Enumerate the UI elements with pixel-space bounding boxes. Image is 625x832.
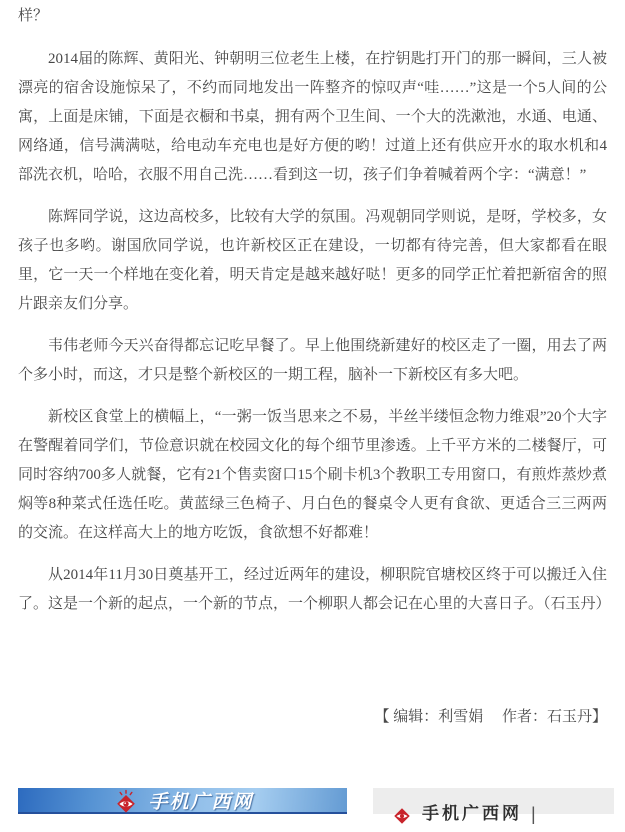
article-paragraph: 韦伟老师今天兴奋得都忘记吃早餐了。早上他围绕新建好的校区走了一圈，用去了两个多小时，而这，才只是整个新校区的一期工程，脑补一下新校区有多大吧。 [18,338,607,383]
banner-gap [347,788,373,814]
article-paragraph: 新校区食堂上的横幅上，“一粥一饭当思来之不易，半丝半缕恒念物力维艰”20个大字在警醒着同学们，节俭意识就在校园文化的每个细节里渗透。上千平方米的二楼餐厅，可同时容纳700多人就餐，它有21个售卖窗口15个刷卡机3个教职工专用窗口，有煎炸蒸炒煮焖等8种菜式任选任吃。黄蓝绿三色椅子、月白色的餐桌令人更有食欲、更适合三三两两的交流。在这样高大上的地方吃饭，食欲想不好都难！ [18,409,607,541]
banner-divider: | [531,804,539,824]
article-paragraph: 陈辉同学说，这边高校多，比较有大学的氛围。冯观朝同学则说，是呀，学校多，女孩子也多哟。谢国欣同学说，也许新校区正在建设，一切都有待完善，但大家都看在眼里，它一天一个样地在变化着，明天肯定是越来越好哒！更多的同学正忙着把新宿舍的照片跟亲友们分享。 [18,209,607,312]
banner-partial-content [391,804,539,827]
paragraph-fragment: 样？ [18,8,49,24]
article-paragraph: 从2014年11月30日奠基开工，经过近两年的建设，柳职院官塘校区终于可以搬迁入住了。这是一个新的起点，一个新的节点，一个柳职人都会记在心里的大喜日子。（石玉丹） [18,567,611,612]
banner-brand-text: 手机广西网 [422,804,522,823]
mobile-gxnews-banner[interactable] [18,788,347,814]
footer-ad-banners [18,788,614,824]
eye-diamond-logo-icon [391,805,413,827]
mobile-gxnews-banner-alt[interactable] [373,788,614,824]
article-paragraph: 2014届的陈辉、黄阳光、钟朝明三位老生上楼，在拧钥匙打开门的那一瞬间，三人被漂亮的宿舍设施惊呆了，不约而同地发出一阵整齐的惊叹声“哇……”这是一个5人间的公寓，上面是床铺，下面是衣橱和书桌，拥有两个卫生间、一个大的洗漱池，水通、电通、网络通，信号满满哒，给电动车充电也是好方便的哟！过道上还有供应开水的取水机和4部洗衣机，哈哈，衣服不用自己洗……看到这一切，孩子们争着喊着两个字：“满意！” [18,51,607,183]
editor-author-byline: 【 编辑：利雪娟 作者：石玉丹】 [374,709,607,725]
banner-brand-text: 手机广西网 [148,791,254,813]
eye-diamond-logo-icon [111,787,141,817]
